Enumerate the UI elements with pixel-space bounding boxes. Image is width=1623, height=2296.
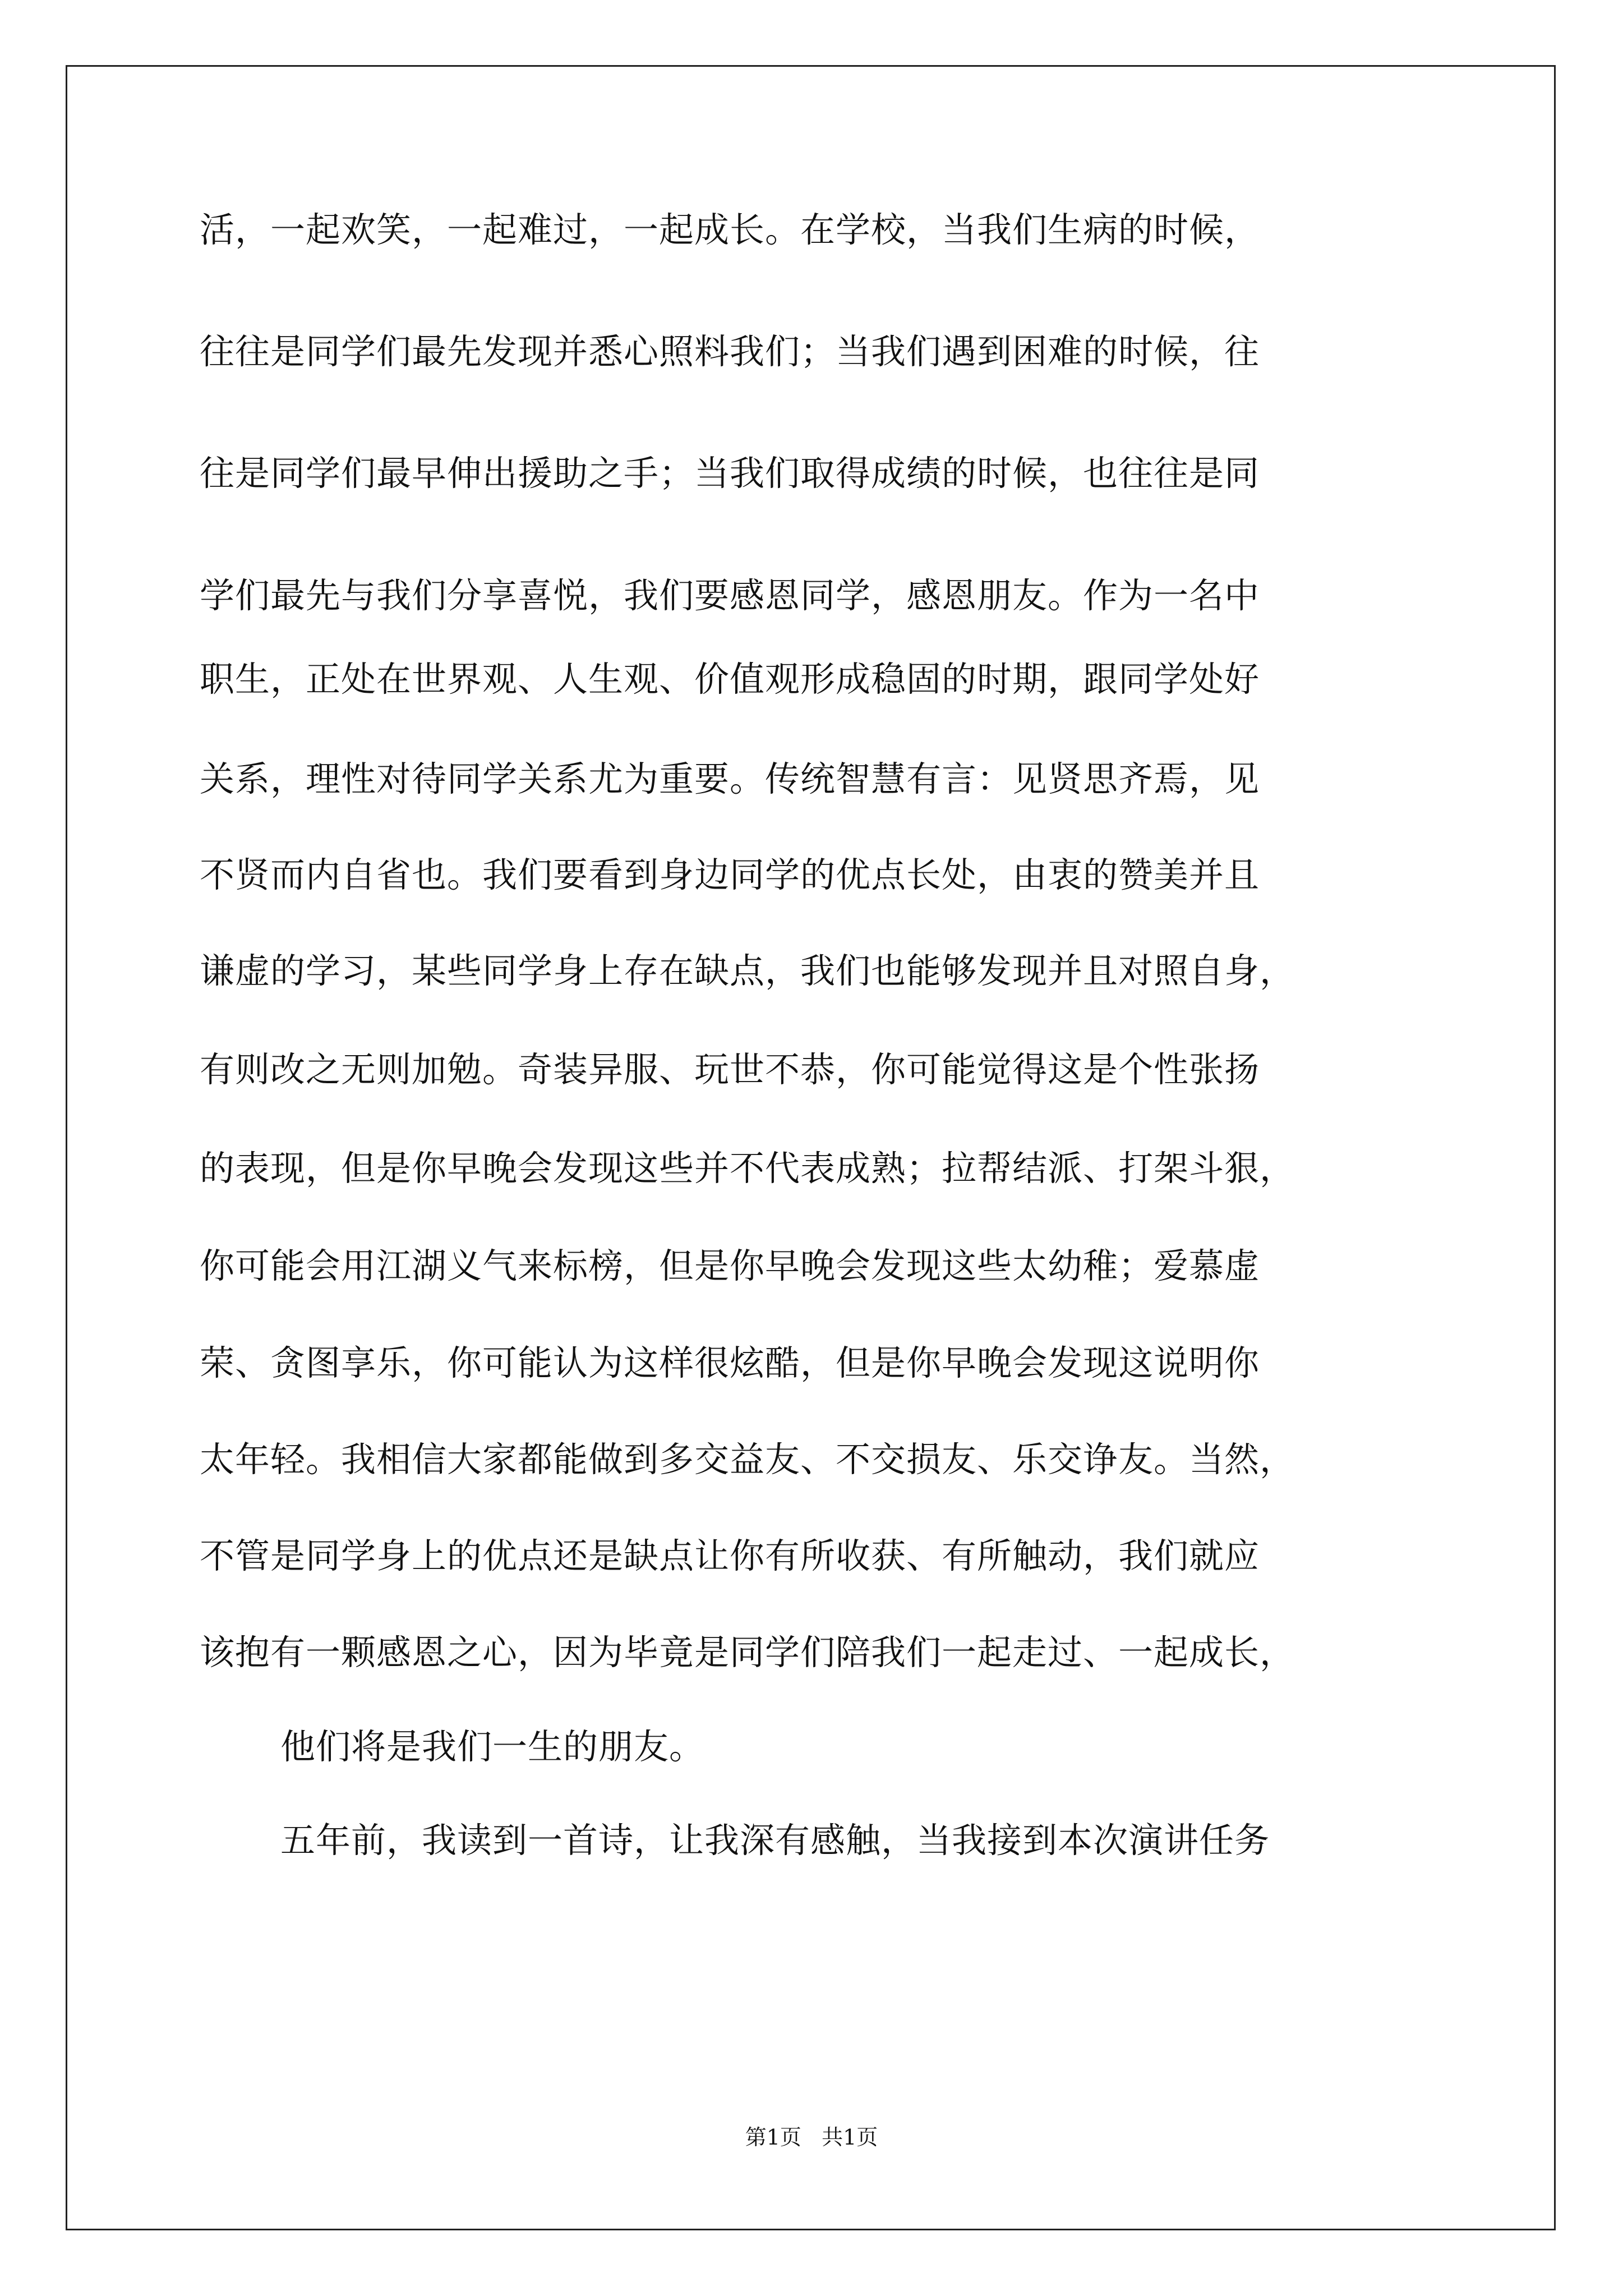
body-line: 不贤而内自省也。我们要看到身边同学的优点长处，由衷的赞美并且	[200, 854, 1260, 895]
body-line: 的表现，但是你早晚会发现这些并不代表成熟；拉帮结派、打架斗狠，	[200, 1148, 1295, 1189]
body-line: 荣、贪图享乐，你可能认为这样很炫酷，但是你早晚会发现这说明你	[200, 1342, 1260, 1383]
body-line: 活，一起欢笑，一起难过，一起成长。在学校，当我们生病的时候，	[200, 209, 1260, 250]
body-line: 有则改之无则加勉。奇装异服、玩世不恭，你可能觉得这是个性张扬	[200, 1049, 1260, 1090]
body-line: 你可能会用江湖义气来标榜，但是你早晚会发现这些太幼稚；爱慕虚	[200, 1245, 1260, 1286]
page-footer: 第1页 共1页	[745, 2125, 878, 2150]
body-line: 谦虚的学习，某些同学身上存在缺点，我们也能够发现并且对照自身，	[200, 950, 1295, 991]
body-line: 学们最先与我们分享喜悦，我们要感恩同学，感恩朋友。作为一名中	[200, 575, 1260, 616]
body-line: 该抱有一颗感恩之心，因为毕竟是同学们陪我们一起走过、一起成长，	[200, 1632, 1295, 1673]
body-line: 往往是同学们最先发现并悉心照料我们；当我们遇到困难的时候，往	[200, 331, 1260, 372]
body-line: 往是同学们最早伸出援助之手；当我们取得成绩的时候，也往往是同	[200, 453, 1260, 494]
body-line: 关系，理性对待同学关系尤为重要。传统智慧有言：见贤思齐焉，见	[200, 758, 1260, 799]
body-line-indented: 他们将是我们一生的朋友。	[280, 1726, 705, 1767]
body-line-indented: 五年前，我读到一首诗，让我深有感触，当我接到本次演讲任务	[280, 1820, 1270, 1861]
body-line: 职生，正处在世界观、人生观、价值观形成稳固的时期，跟同学处好	[200, 659, 1260, 700]
body-line: 太年轻。我相信大家都能做到多交益友、不交损友、乐交诤友。当然，	[200, 1439, 1295, 1480]
body-line: 不管是同学身上的优点还是缺点让你有所收获、有所触动，我们就应	[200, 1535, 1260, 1576]
